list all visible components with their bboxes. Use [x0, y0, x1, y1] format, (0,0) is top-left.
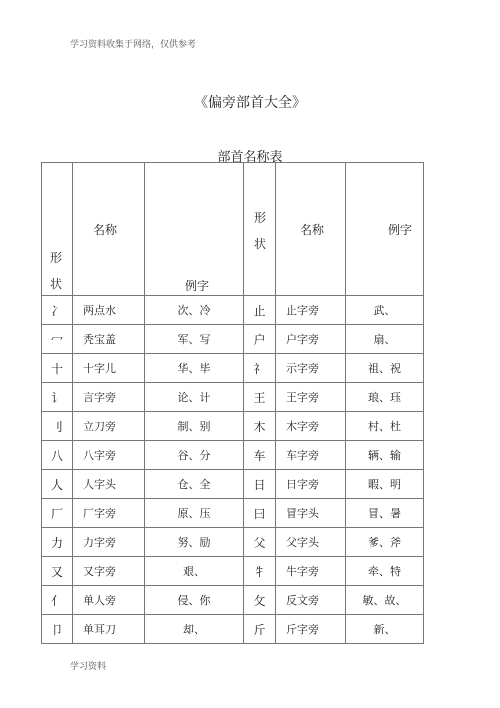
cell-shape-left: 卩 [42, 615, 73, 644]
document-title: 《偏旁部首大全》 [194, 95, 306, 111]
header-shape-left: 形 状 [42, 163, 73, 296]
cell-shape-right: 父 [244, 528, 276, 557]
cell-name-left: 厂字旁 [73, 499, 145, 528]
table-row [42, 354, 424, 383]
cell-shape-right: 日 [244, 470, 276, 499]
cell-name-left: 单人旁 [73, 586, 145, 615]
cell-name-left: 言字旁 [73, 383, 145, 412]
cell-name-left: 秃宝盖 [73, 325, 145, 354]
cell-name-left: 立刀旁 [73, 412, 145, 441]
cell-example-left: 侵、你 [145, 586, 244, 615]
cell-example-right: 爹、斧 [346, 528, 424, 557]
cell-name-left: 单耳刀 [73, 615, 145, 644]
cell-shape-left: 冫 [42, 296, 73, 325]
header-note: 学习资料收集于网络，仅供参考 [70, 40, 197, 50]
cell-shape-right: 王 [244, 383, 276, 412]
cell-example-left: 努、励 [145, 528, 244, 557]
cell-name-left: 八字旁 [73, 441, 145, 470]
cell-shape-left: 冖 [42, 325, 73, 354]
cell-name-right: 冒字头 [276, 499, 346, 528]
cell-shape-left: 又 [42, 557, 73, 586]
cell-example-left: 原、压 [145, 499, 244, 528]
cell-example-left: 次、冷 [145, 296, 244, 325]
cell-shape-right: 车 [244, 441, 276, 470]
cell-name-left: 十字儿 [73, 354, 145, 383]
cell-name-left: 两点水 [73, 296, 145, 325]
header-example-right: 例字 [346, 163, 424, 296]
cell-name-right: 王字旁 [276, 383, 346, 412]
cell-shape-left: 刂 [42, 412, 73, 441]
cell-example-right: 冒、暑 [346, 499, 424, 528]
table-title: 部首名称表 [217, 150, 283, 165]
cell-shape-right: 攵 [244, 586, 276, 615]
cell-example-left: 制、别 [145, 412, 244, 441]
cell-example-right: 牵、特 [346, 557, 424, 586]
table-row [42, 470, 424, 499]
footer-note: 学习资料 [70, 662, 107, 672]
table-row [42, 615, 424, 644]
cell-name-right: 车字旁 [276, 441, 346, 470]
cell-example-right: 新、 [346, 615, 424, 644]
cell-shape-right: 户 [244, 325, 276, 354]
cell-example-right: 祖、祝 [346, 354, 424, 383]
cell-example-right: 暇、明 [346, 470, 424, 499]
cell-example-left: 论、计 [145, 383, 244, 412]
cell-example-right: 扇、 [346, 325, 424, 354]
cell-shape-right: 曰 [244, 499, 276, 528]
cell-shape-left: 亻 [42, 586, 73, 615]
cell-shape-left: 十 [42, 354, 73, 383]
cell-shape-left: 厂 [42, 499, 73, 528]
table-row [42, 528, 424, 557]
cell-example-left: 军、写 [145, 325, 244, 354]
cell-example-right: 武、 [346, 296, 424, 325]
cell-name-right: 斤字旁 [276, 615, 346, 644]
table-row [42, 441, 424, 470]
cell-name-right: 户字旁 [276, 325, 346, 354]
table-row [42, 412, 424, 441]
radical-table [41, 162, 424, 644]
cell-shape-right: 牜 [244, 557, 276, 586]
cell-example-left: 仓、全 [145, 470, 244, 499]
header-shape-right: 形 状 [244, 163, 276, 296]
cell-name-right: 父字头 [276, 528, 346, 557]
cell-shape-left: 力 [42, 528, 73, 557]
table-row [42, 557, 424, 586]
cell-name-left: 力字旁 [73, 528, 145, 557]
table-row [42, 296, 424, 325]
cell-shape-right: 止 [244, 296, 276, 325]
cell-shape-right: 木 [244, 412, 276, 441]
cell-name-right: 日字旁 [276, 470, 346, 499]
header-name-left: 名称 [73, 163, 145, 296]
header-row [42, 163, 424, 296]
header-name-right: 名称 [276, 163, 346, 296]
cell-name-right: 牛字旁 [276, 557, 346, 586]
table-row [42, 325, 424, 354]
cell-example-right: 琅、珏 [346, 383, 424, 412]
cell-name-right: 木字旁 [276, 412, 346, 441]
cell-example-right: 村、杜 [346, 412, 424, 441]
cell-shape-right: 礻 [244, 354, 276, 383]
table-row [42, 586, 424, 615]
cell-example-left: 谷、分 [145, 441, 244, 470]
cell-example-right: 辆、输 [346, 441, 424, 470]
cell-shape-left: 人 [42, 470, 73, 499]
table-row [42, 499, 424, 528]
cell-name-left: 又字旁 [73, 557, 145, 586]
cell-shape-right: 斤 [244, 615, 276, 644]
cell-example-left: 却、 [145, 615, 244, 644]
cell-example-right: 敏、故、 [346, 586, 424, 615]
cell-shape-left: 八 [42, 441, 73, 470]
cell-name-right: 止字旁 [276, 296, 346, 325]
cell-name-right: 示字旁 [276, 354, 346, 383]
cell-shape-left: 讠 [42, 383, 73, 412]
header-example-left: 例字 [145, 163, 244, 296]
cell-name-right: 反文旁 [276, 586, 346, 615]
cell-name-left: 人字头 [73, 470, 145, 499]
table-row [42, 383, 424, 412]
cell-example-left: 艰、 [145, 557, 244, 586]
cell-example-left: 华、毕 [145, 354, 244, 383]
